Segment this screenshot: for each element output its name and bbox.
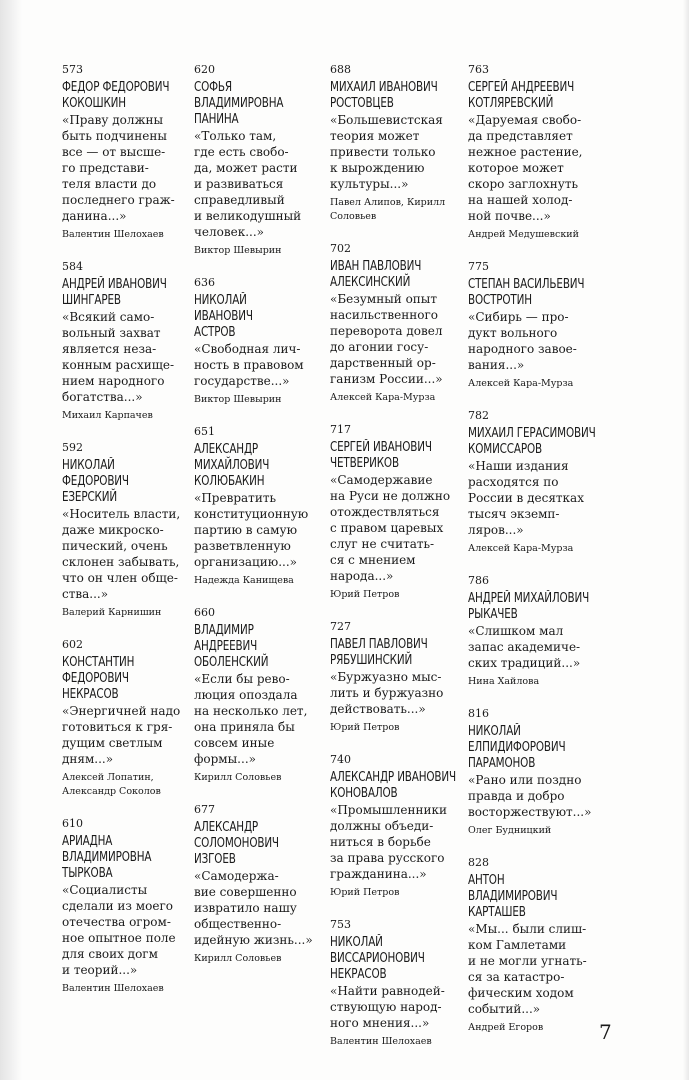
- entry-person-name: АЛЕКСАНДР МИХАЙЛОВИЧ КОЛЮБАКИН: [194, 442, 270, 489]
- entry-page-number: 620: [194, 63, 215, 76]
- contents-entry: [62, 638, 190, 799]
- contents-entry: [62, 63, 190, 242]
- contents-entry: [468, 707, 598, 838]
- entry-quote: «Праву должны быть подчинены все — от высше- го представи- теля власти до последнего граж- данина...»: [62, 113, 175, 223]
- contents-entry: [194, 63, 324, 258]
- entry-author: Нина Хайлова: [468, 676, 540, 687]
- contents-entry: [330, 753, 466, 900]
- contents-entry: [468, 260, 598, 391]
- contents-entry: [194, 803, 324, 966]
- entry-page-number: 602: [62, 638, 83, 651]
- entry-quote: «Даруемая свобо- да представляет нежное растение, которое может скоро заглохнуть на нашей холод- ной почве...»: [468, 113, 583, 223]
- entry-page-number: 573: [62, 63, 83, 76]
- entry-quote: «Мы... были слиш- ком Гамлетами и не могли угнать- ся за катастро- фическим ходом событий...»: [468, 922, 587, 1016]
- entry-quote: «Слишком мал запас академиче- ских традиций...»: [468, 624, 581, 670]
- entry-author: Алексей Кара-Мурза: [330, 392, 436, 403]
- entry-page-number: 775: [468, 260, 489, 273]
- entry-page-number: 636: [194, 276, 215, 289]
- entry-author: Павел Алипов, Кирилл Соловьев: [330, 197, 446, 222]
- entry-quote: «Носитель власти, даже микроско- пический, очень склонен забывать, что он член обще- ства...»: [62, 507, 181, 601]
- entry-quote: «Наши издания расходятся по России в десятках тысяч экземп- ляров...»: [468, 459, 584, 537]
- entry-quote: «Энергичней надо готовиться к гря- дущим светлым дням...»: [62, 704, 181, 766]
- entry-person-name: СЕРГЕЙ ИВАНОВИЧ ЧЕТВЕРИКОВ: [330, 440, 432, 471]
- entry-author: Валентин Шелохаев: [62, 229, 164, 240]
- entry-author: Олег Будницкий: [468, 825, 552, 836]
- entry-quote: «Найти равнодей- ствующую народ- ного мнения...»: [330, 984, 445, 1030]
- entry-person-name: НИКОЛАЙ ИВАНОВИЧ АСТРОВ: [194, 293, 253, 340]
- entry-page-number: 727: [330, 620, 351, 633]
- entry-author: Алексей Лопатин, Александр Соколов: [62, 772, 161, 797]
- entry-person-name: СТЕПАН ВАСИЛЬЕВИЧ ВОСТРОТИН: [468, 277, 585, 308]
- entry-page-number: 740: [330, 753, 351, 766]
- entry-quote: «Рано или поздно правда и добро восторжествуют...»: [468, 773, 592, 819]
- entry-author: Юрий Петров: [330, 722, 400, 733]
- entry-page-number: 584: [62, 260, 83, 273]
- entry-page-number: 702: [330, 242, 351, 255]
- entry-page-number: 610: [62, 817, 83, 830]
- contents-column-4: [468, 63, 598, 1053]
- entry-person-name: СОФЬЯ ВЛАДИМИРОВНА ПАНИНА: [194, 80, 284, 127]
- entry-author: Юрий Петров: [330, 589, 400, 600]
- entry-page-number: 677: [194, 803, 215, 816]
- entry-author: Юрий Петров: [330, 887, 400, 898]
- entry-author: Валентин Шелохаев: [330, 1036, 432, 1047]
- contents-entry: [194, 276, 324, 407]
- entry-person-name: МИХАИЛ ИВАНОВИЧ РОСТОВЦЕВ: [330, 80, 438, 111]
- entry-author: Андрей Медушевский: [468, 229, 579, 240]
- page-edge-shadow: [683, 0, 689, 1080]
- entry-person-name: ИВАН ПАВЛОВИЧ АЛЕКСИНСКИЙ: [330, 259, 422, 290]
- page-number: 7: [599, 1020, 612, 1044]
- entry-person-name: ФЕДОР ФЕДОРОВИЧ КОКОШКИН: [62, 80, 170, 111]
- entry-page-number: 717: [330, 423, 351, 436]
- entry-author: Надежда Канищева: [194, 575, 294, 586]
- entry-quote: «Самодержа- вие совершенно извратило нашу общественно- идейную жизнь...»: [194, 869, 313, 947]
- entry-quote: «Свободная лич- ность в правовом государстве...»: [194, 342, 304, 388]
- entry-page-number: 782: [468, 409, 489, 422]
- contents-entry: [330, 918, 466, 1049]
- contents-column-1: [62, 63, 190, 1014]
- entry-page-number: 828: [468, 856, 489, 869]
- entry-person-name: НИКОЛАЙ ЕЛПИДИФОРОВИЧ ПАРАМОНОВ: [468, 724, 566, 771]
- entry-quote: «Социалисты сделали из моего отечества огром- ное опытное поле для своих догм и теорий...»: [62, 883, 176, 977]
- contents-entry: [330, 242, 466, 405]
- entry-author: Андрей Егоров: [468, 1022, 544, 1033]
- contents-entry: [468, 409, 598, 556]
- entry-page-number: 592: [62, 441, 83, 454]
- contents-entry: [330, 63, 466, 224]
- contents-column-2: [194, 63, 324, 984]
- entry-author: Алексей Кара-Мурза: [468, 543, 574, 554]
- book-gutter-shadow: [0, 0, 22, 1080]
- contents-entry: [62, 817, 190, 996]
- entry-person-name: АНДРЕЙ МИХАЙЛОВИЧ РЫКАЧЕВ: [468, 591, 590, 622]
- entry-person-name: АРИАДНА ВЛАДИМИРОВНА ТЫРКОВА: [62, 834, 152, 881]
- entry-person-name: МИХАИЛ ГЕРАСИМОВИЧ КОМИССАРОВ: [468, 426, 596, 457]
- entry-person-name: ПАВЕЛ ПАВЛОВИЧ РЯБУШИНСКИЙ: [330, 637, 428, 668]
- entry-person-name: НИКОЛАЙ ФЕДОРОВИЧ ЕЗЕРСКИЙ: [62, 458, 129, 505]
- entry-person-name: АНДРЕЙ ИВАНОВИЧ ШИНГАРЕВ: [62, 277, 167, 308]
- entry-person-name: ВЛАДИМИР АНДРЕЕВИЧ ОБОЛЕНСКИЙ: [194, 623, 269, 670]
- entry-person-name: АЛЕКСАНДР СОЛОМОНОВИЧ ИЗГОЕВ: [194, 820, 279, 867]
- contents-entry: [468, 63, 598, 242]
- entry-page-number: 763: [468, 63, 489, 76]
- entry-author: Кирилл Соловьев: [194, 772, 282, 783]
- entry-person-name: АНТОН ВЛАДИМИРОВИЧ КАРТАШЕВ: [468, 873, 558, 920]
- entry-quote: «Самодержавие на Руси не должно отождествляться с правом царевых слуг не считать- ся с мнением народа...»: [330, 473, 451, 583]
- entry-person-name: КОНСТАНТИН ФЕДОРОВИЧ НЕКРАСОВ: [62, 655, 135, 702]
- entry-person-name: НИКОЛАЙ ВИССАРИОНОВИЧ НЕКРАСОВ: [330, 935, 425, 982]
- entry-quote: «Безумный опыт насильственного переворота довел до агонии госу- дарственный ор- ганизм России...»: [330, 292, 443, 386]
- entry-page-number: 786: [468, 574, 489, 587]
- entry-author: Виктор Шевырин: [194, 394, 282, 405]
- entry-page-number: 688: [330, 63, 351, 76]
- entry-person-name: АЛЕКСАНДР ИВАНОВИЧ КОНОВАЛОВ: [330, 770, 456, 801]
- contents-entry: [468, 856, 598, 1035]
- entry-page-number: 816: [468, 707, 489, 720]
- entry-page-number: 651: [194, 425, 215, 438]
- contents-entry: [194, 606, 324, 785]
- entry-quote: «Превратить конституционную партию в самую разветвленную организацию...»: [194, 491, 309, 569]
- entry-quote: «Если бы рево- люция опоздала на несколько лет, она приняла бы совсем иные формы...»: [194, 672, 308, 766]
- contents-entry: [468, 574, 598, 689]
- entry-author: Валентин Шелохаев: [62, 983, 164, 994]
- entry-quote: «Большевистская теория может привести только к вырождению культуры...»: [330, 113, 443, 191]
- contents-entry: [62, 260, 190, 423]
- contents-entry: [330, 423, 466, 602]
- entry-page-number: 753: [330, 918, 351, 931]
- entry-author: Кирилл Соловьев: [194, 953, 282, 964]
- contents-entry: [330, 620, 466, 735]
- entry-author: Алексей Кара-Мурза: [468, 378, 574, 389]
- entry-page-number: 660: [194, 606, 215, 619]
- contents-column-3: [330, 63, 466, 1067]
- entry-author: Михаил Карпачев: [62, 410, 153, 421]
- entry-author: Виктор Шевырин: [194, 245, 282, 256]
- entry-quote: «Буржуазно мыс- лить и буржуазно действовать...»: [330, 670, 444, 716]
- entry-quote: «Сибирь — про- дукт вольного народного завое- вания...»: [468, 310, 577, 372]
- entry-quote: «Всякий само- вольный захват является неза- конным расхище- нием народного богатства...»: [62, 310, 175, 404]
- entry-quote: «Только там, где есть свобо- да, может расти и развиваться справедливый и великодушный человек...»: [194, 129, 302, 239]
- entry-quote: «Промышленники должны объеди- ниться в борьбе за права русского гражданина...»: [330, 803, 447, 881]
- contents-entry: [62, 441, 190, 620]
- contents-entry: [194, 425, 324, 588]
- entry-author: Валерий Карнишин: [62, 607, 162, 618]
- entry-person-name: СЕРГЕЙ АНДРЕЕВИЧ КОТЛЯРЕВСКИЙ: [468, 80, 575, 111]
